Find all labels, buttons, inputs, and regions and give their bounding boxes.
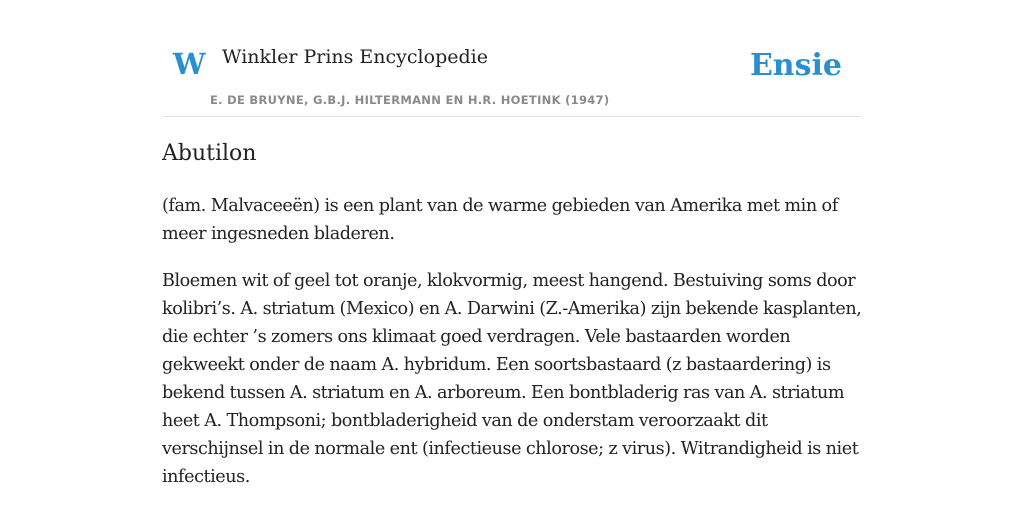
article-paragraph: (fam. Malvaceeën) is een plant van de warme gebieden van Amerika met min of meer ingesneden bladeren.: [162, 196, 838, 244]
article-paragraph: Bloemen wit of geel tot oranje, klokvormig, meest hangend. Bestuiving soms door kolibri’s. A. striatum (Mexico) en A. Darwini (Z.-Amerika) zijn bekende kasplanten, die echter ’s zomers ons klimaat goed verdragen. Vele bastaarden worden gekweekt onder de naam A. hybridum. Een soortsbastaard (z bastaardering) is bekend tussen A. striatum en A. arboreum. Een bontbladerig ras van A. striatum heet A. Thompsoni; bontbladerigheid van de onderstam veroorzaakt dit verschijnsel in de normale ent (infectieuse chlorose; z virus). Witrandigheid is niet infectieus.: [162, 271, 862, 487]
source-header: [162, 0, 862, 117]
article-title: Abutilon: [162, 141, 257, 166]
publication-authors: E. DE BRUYNE, G.B.J. HILTERMANN EN H.R. HOETINK (1947): [210, 93, 610, 107]
ensie-brand-link[interactable]: Ensie: [749, 48, 842, 83]
publication-logo[interactable]: W: [173, 47, 206, 81]
publication-title[interactable]: Winkler Prins Encyclopedie: [222, 46, 488, 68]
article: [162, 136, 862, 510]
